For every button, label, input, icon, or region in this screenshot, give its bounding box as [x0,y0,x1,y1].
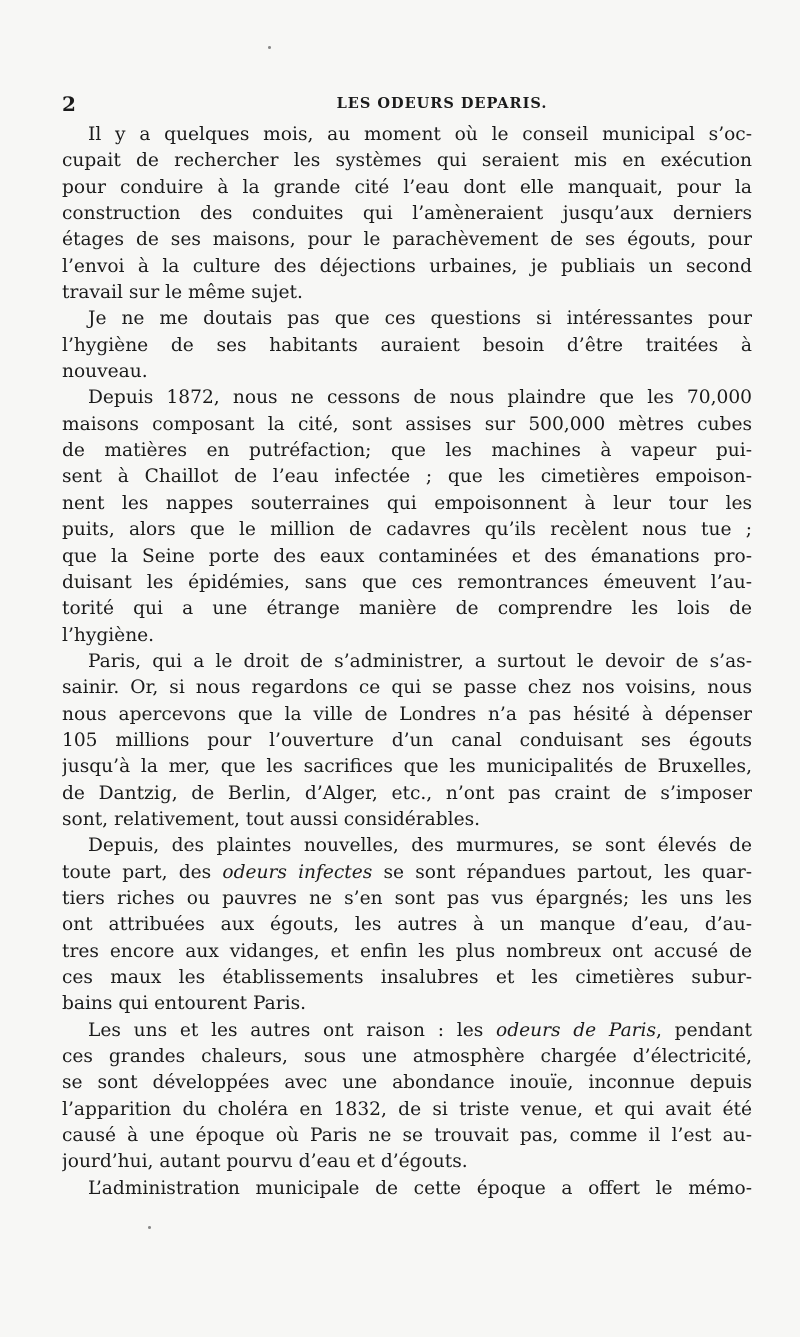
text-segment: 105 millions pour l’ouverture d’un canal conduisant ses égouts [62,729,752,751]
text-segment: se sont répandues partout, les quar- [372,861,752,883]
text-line [62,596,752,622]
print-speck [268,46,271,49]
text-segment: toute part, des [62,861,223,883]
text-segment: , pendant [656,1019,752,1041]
text-line [62,254,752,280]
text-segment: sont, relativement, tout aussi considérables. [62,808,481,830]
text-segment: l’hygiène de ses habitants auraient besoin d’être traitées à [62,334,752,356]
text-line [62,517,752,543]
text-line [62,570,752,596]
text-line [62,807,752,833]
text-segment: jourd’hui, autant pourvu d’eau et d’égouts. [62,1151,468,1173]
text-line [62,1149,752,1175]
running-title: LES ODEURS DEPARIS. [336,95,548,112]
text-segment: pour conduire à la grande cité l’eau dont elle manquait, pour la [62,176,752,198]
text-line [62,464,752,490]
text-line [62,306,752,332]
text-segment: l’envoi à la culture des déjections urbaines, je publiais un second [62,255,752,277]
text-segment: puits, alors que le million de cadavres qu’ils recèlent nous tue ; [62,519,752,541]
print-speck [148,1226,151,1229]
text-line [62,280,752,306]
text-line [62,728,752,754]
text-segment: jusqu’à la mer, que les sacrifices que les municipalités de Bruxelles, [62,756,752,778]
text-segment: ces grandes chaleurs, sous une atmosphère chargée d’électricité, [62,1046,752,1068]
text-line [62,965,752,991]
text-segment: ces maux les établissements insalubres et les cimetières subur- [62,967,752,988]
italic-phrase: odeurs de Paris [496,1019,657,1041]
text-segment: que la Seine porte des eaux contaminées et des émanations pro- [62,545,752,567]
text-segment: bains qui entourent Paris. [62,993,307,1015]
text-segment: tiers riches ou pauvres ne s’en sont pas vus épargnés; les uns les [62,887,752,909]
text-line [62,544,752,570]
text-line [62,912,752,938]
text-line [62,1044,752,1070]
text-segment: Depuis 1872, nous ne cessons de nous plaindre que les 70,000 [88,387,752,409]
text-segment: de matières en putréfaction; que les machines à vapeur pui- [62,440,752,462]
text-line [62,886,752,912]
text-segment: se sont développées avec une abondance inouïe, inconnue depuis [62,1072,752,1094]
text-line [62,1123,752,1149]
text-line [62,491,752,517]
page-number: 2 [62,92,76,116]
text-segment: Les uns et les autres ont raison : les [88,1019,496,1041]
italic-phrase: odeurs infectes [222,861,373,883]
text-line [62,939,752,965]
text-line [62,675,752,701]
text-line [62,175,752,201]
text-segment: Je ne me doutais pas que ces questions si intéressantes pour [88,308,752,330]
text-line [62,148,752,174]
text-segment: sent à Chaillot de l’eau infectée ; que les cimetières empoison- [62,466,752,488]
text-line [62,227,752,253]
text-segment: travail sur le même sujet. [62,282,303,304]
text-line [62,860,752,886]
text-line [62,1097,752,1123]
body-text [62,122,752,1202]
text-line [62,991,752,1017]
text-segment: Depuis, des plaintes nouvelles, des murmures, se sont élevés de [88,835,752,857]
text-line [62,781,752,807]
text-segment: l’hygiène. [62,624,155,646]
text-segment: nent les nappes souterraines qui empoisonnent à leur tour les [62,492,752,514]
text-segment: cupait de rechercher les systèmes qui seraient mis en exécution [62,150,752,172]
text-segment: ont attribuées aux égouts, les autres à un manque d’eau, d’au- [62,914,752,936]
text-line [62,438,752,464]
page-header [62,92,752,118]
text-segment: maisons composant la cité, sont assises sur 500,000 mètres cubes [62,413,752,435]
text-line [62,1018,752,1044]
text-segment: nouveau. [62,361,148,383]
text-segment: nous apercevons que la ville de Londres n’a pas hésité à dépenser [62,703,752,725]
text-segment: étages de ses maisons, pour le parachèvement de ses égouts, pour [62,229,752,251]
text-segment: Il y a quelques mois, au moment où le conseil municipal s’oc- [88,124,752,145]
text-segment: causé à une époque où Paris ne se trouvait pas, comme il l’est au- [62,1125,752,1147]
text-line [62,649,752,675]
text-line [62,122,752,148]
text-segment: de Dantzig, de Berlin, d’Alger, etc., n’ont pas craint de s’imposer [62,782,752,804]
text-line [62,1176,752,1202]
text-segment: torité qui a une étrange manière de comprendre les lois de [62,598,752,620]
text-line [62,385,752,411]
text-line [62,833,752,859]
text-segment: l’apparition du choléra en 1832, de si triste venue, et qui avait été [62,1098,752,1120]
text-segment: duisant les épidémies, sans que ces remontrances émeuvent l’au- [62,571,752,593]
text-line [62,333,752,359]
text-segment: sainir. Or, si nous regardons ce qui se passe chez nos voisins, nous [62,677,752,699]
text-line [62,412,752,438]
text-line [62,754,752,780]
text-line [62,359,752,385]
text-line [62,702,752,728]
text-line [62,623,752,649]
text-segment: tres encore aux vidanges, et enfin les plus nombreux ont accusé de [62,940,752,962]
text-line [62,201,752,227]
text-segment: L’administration municipale de cette époque a offert le mémo- [88,1177,752,1199]
text-segment: Paris, qui a le droit de s’administrer, a surtout le devoir de s’as- [88,650,752,672]
text-line [62,1070,752,1096]
text-segment: construction des conduites qui l’amèneraient jusqu’aux derniers [62,203,752,225]
